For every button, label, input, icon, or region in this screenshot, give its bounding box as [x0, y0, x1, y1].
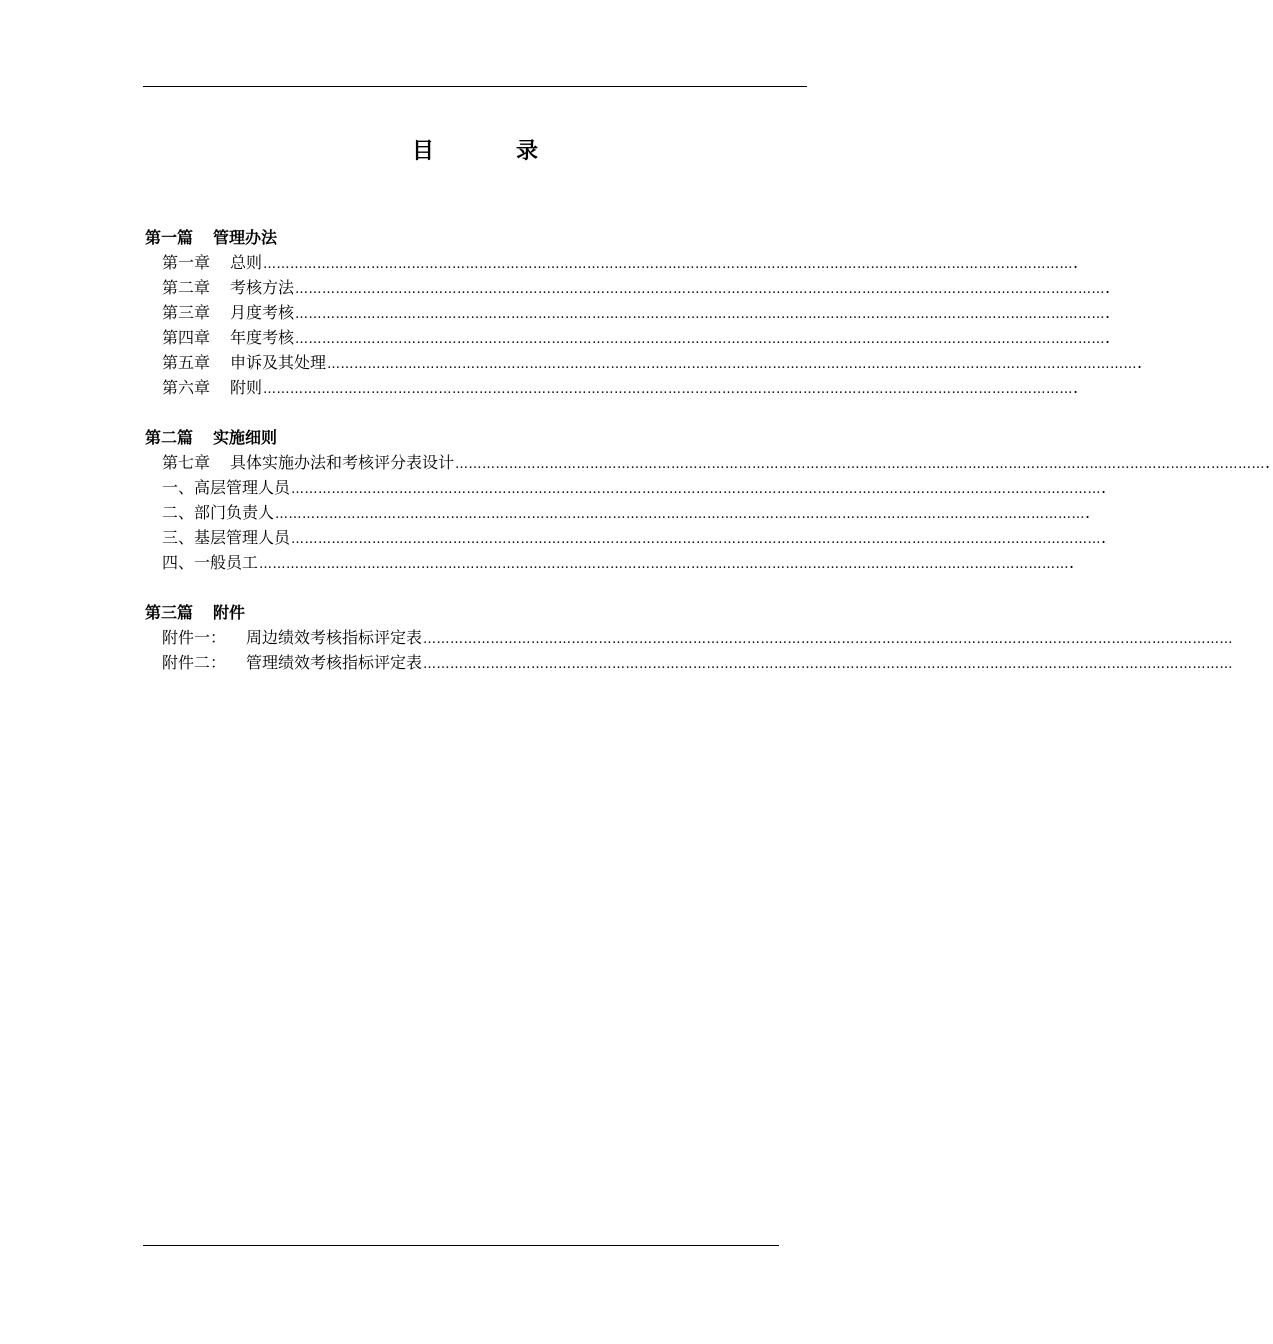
toc-entry[interactable] — [145, 500, 1091, 525]
entry-title: 具体实施办法和考核评分表设计 — [230, 453, 455, 472]
entry-number: 第一章 — [162, 253, 211, 272]
section-number: 第三篇 — [145, 603, 194, 622]
dot-leader: ……………………………………………………………………………………………………………………………………………………………… — [291, 482, 1102, 497]
toc-entry[interactable] — [145, 475, 1107, 500]
dot-leader: ……………………………………………………………………………………………………………………………………………………………… — [423, 632, 1234, 647]
entry-end-mark: . — [1085, 503, 1091, 522]
dot-leader: ……………………………………………………………………………………………………………………………………………………………… — [295, 282, 1106, 297]
dot-leader: ……………………………………………………………………………………………………………………………………………………………… — [423, 657, 1234, 672]
toc-entry[interactable] — [145, 275, 1111, 300]
section-title: 管理办法 — [213, 228, 278, 247]
toc-entry[interactable] — [145, 625, 1234, 650]
toc-entry[interactable] — [145, 525, 1107, 550]
toc-section-part-1 — [145, 225, 1143, 400]
footer-rule — [143, 1245, 779, 1246]
dot-leader: ……………………………………………………………………………………………………………………………………………………………… — [263, 382, 1074, 397]
section-heading[interactable] — [145, 600, 797, 625]
toc-section-part-2 — [145, 425, 1271, 575]
entry-end-mark: . — [1101, 478, 1107, 497]
entry-title: 月度考核 — [230, 303, 295, 322]
entry-end-mark: . — [1069, 553, 1075, 572]
entry-title: 申诉及其处理 — [230, 353, 327, 372]
entry-end-mark: . — [1105, 328, 1111, 347]
toc-entry[interactable] — [145, 250, 1079, 275]
entry-end-mark: . — [1105, 303, 1111, 322]
section-heading[interactable] — [145, 225, 797, 250]
section-number: 第二篇 — [145, 428, 194, 447]
entry-title: 管理绩效考核指标评定表 — [246, 653, 423, 672]
toc-entry[interactable] — [145, 375, 1079, 400]
toc-entry[interactable] — [145, 350, 1143, 375]
table-of-contents — [145, 225, 1271, 700]
entry-end-mark: . — [1265, 453, 1271, 472]
toc-section-part-3 — [145, 600, 1234, 675]
entry-number: 附件二： — [162, 653, 227, 672]
entry-number: 第三章 — [162, 303, 211, 322]
entry-title: 附则 — [230, 378, 263, 397]
entry-end-mark: . — [1073, 253, 1079, 272]
entry-number: 第二章 — [162, 278, 211, 297]
entry-title: 四、一般员工 — [162, 553, 259, 572]
entry-title: 三、基层管理人员 — [162, 528, 291, 547]
entry-number: 附件一： — [162, 628, 227, 647]
dot-leader: ……………………………………………………………………………………………………………………………………………………………… — [275, 507, 1086, 522]
toc-entry[interactable] — [145, 550, 1075, 575]
section-heading[interactable] — [145, 425, 797, 450]
dot-leader: ……………………………………………………………………………………………………………………………………………………………… — [291, 532, 1102, 547]
entry-number: 第四章 — [162, 328, 211, 347]
entry-title: 总则 — [230, 253, 263, 272]
entry-number: 第五章 — [162, 353, 211, 372]
entry-end-mark: . — [1101, 528, 1107, 547]
dot-leader: ……………………………………………………………………………………………………………………………………………………………… — [455, 457, 1266, 472]
dot-leader: ……………………………………………………………………………………………………………………………………………………………… — [263, 257, 1074, 272]
toc-entry[interactable] — [145, 300, 1111, 325]
header-rule — [143, 86, 807, 87]
dot-leader: ……………………………………………………………………………………………………………………………………………………………… — [259, 557, 1070, 572]
toc-entry[interactable] — [145, 325, 1111, 350]
entry-title: 一、高层管理人员 — [162, 478, 291, 497]
dot-leader: ……………………………………………………………………………………………………………………………………………………………… — [295, 307, 1106, 322]
entry-title: 二、部门负责人 — [162, 503, 275, 522]
dot-leader: ……………………………………………………………………………………………………………………………………………………………… — [295, 332, 1106, 347]
toc-entry[interactable] — [145, 650, 1234, 675]
document-title: 目 录 — [411, 138, 568, 164]
section-title: 实施细则 — [213, 428, 278, 447]
entry-number: 第六章 — [162, 378, 211, 397]
entry-end-mark: . — [1105, 278, 1111, 297]
toc-entry[interactable] — [145, 450, 1271, 475]
entry-number: 第七章 — [162, 453, 211, 472]
entry-title: 年度考核 — [230, 328, 295, 347]
dot-leader: ……………………………………………………………………………………………………………………………………………………………… — [327, 357, 1138, 372]
entry-end-mark: . — [1073, 378, 1079, 397]
entry-end-mark: . — [1137, 353, 1143, 372]
entry-title: 考核方法 — [230, 278, 295, 297]
entry-title: 周边绩效考核指标评定表 — [246, 628, 423, 647]
section-title: 附件 — [213, 603, 246, 622]
section-number: 第一篇 — [145, 228, 194, 247]
